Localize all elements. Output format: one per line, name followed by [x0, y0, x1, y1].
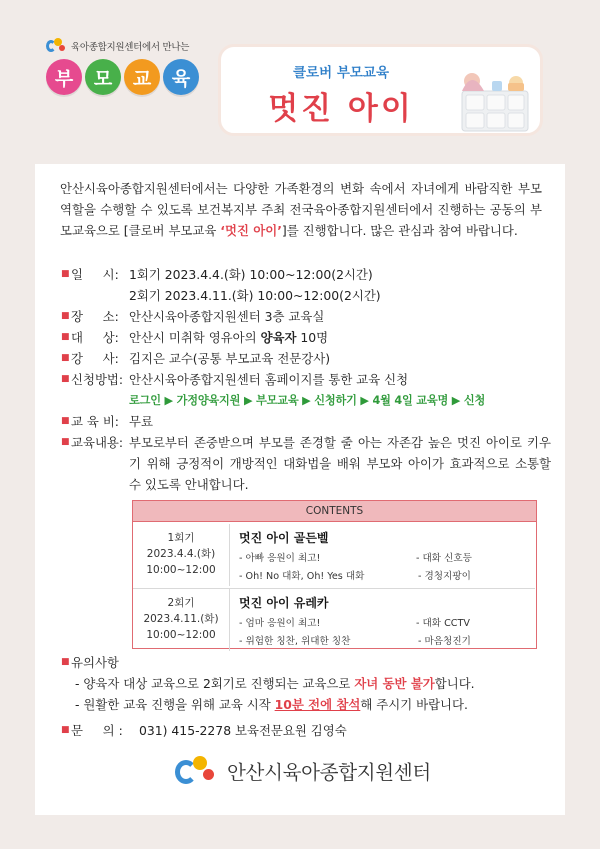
brand-circle-1: 부 — [46, 59, 82, 95]
contact-info — [61, 721, 347, 739]
session-title: 멋진 아이 골든벨 — [239, 531, 329, 545]
session-item: - 엄마 응원이 최고! — [239, 618, 321, 629]
session-row-1 — [133, 524, 535, 586]
session-item: - 대화 CCTV — [416, 618, 470, 629]
bullet-icon: ■ — [61, 332, 70, 342]
fee-value: 무료 — [129, 414, 153, 429]
toy-shelf-illustration — [432, 55, 532, 133]
session-time: 10:00~12:00 — [146, 629, 216, 641]
center-logo-icon — [46, 38, 68, 54]
apply-label: 신청방법: — [71, 372, 124, 387]
brand-circle-4: 육 — [163, 59, 199, 95]
intro-text-2: ]를 진행합니다. 많은 관심과 참여 바랍니다. — [281, 223, 518, 238]
program-subtitle: 클로버 부모교육 — [293, 65, 389, 81]
target-bold: 양육자 — [260, 330, 297, 345]
info-fee — [61, 411, 551, 432]
session-info-1 — [133, 524, 230, 586]
bullet-icon: ■ — [61, 374, 70, 384]
session-date: 2023.4.11.(화) — [143, 613, 219, 625]
fee-label: 교 육 비: — [71, 414, 119, 429]
brand-tagline: 육아종합지원센터에서 만나는 — [71, 42, 190, 53]
note-1-post: 합니다. — [434, 676, 475, 691]
notes-label: 유의사항 — [71, 655, 119, 670]
session-item: - 아빠 응원이 최고! — [239, 553, 321, 564]
date-2: 2회기 2023.4.11.(화) 10:00~12:00(2시간) — [129, 288, 381, 303]
contact-label: 문 의 : — [71, 723, 123, 738]
session-info-2 — [133, 589, 230, 651]
info-place — [61, 306, 551, 327]
info-date — [61, 264, 551, 285]
title-box — [218, 44, 543, 136]
bullet-icon: ■ — [61, 311, 70, 321]
intro-text-1: 안산시육아종합지원센터에서는 다양한 가족환경의 변화 속에서 자녀에게 바람직한 부모역할을 수행할 수 있도록 보건복지부 주최 전국육아종합지원센터에서 진행하는 공동의 부모교육으로 [클로버 부모교육 — [60, 181, 542, 238]
bullet-icon: ■ — [61, 353, 70, 363]
date-1: 1회기 2023.4.4.(화) 10:00~12:00(2시간) — [129, 267, 373, 282]
session-title: 멋진 아이 유레카 — [239, 596, 329, 610]
notes-heading — [61, 652, 556, 673]
note-line-2 — [61, 694, 556, 715]
note-1-emphasis: 자녀 동반 불가 — [354, 676, 435, 691]
target-pre: 안산시 미취학 영유아의 — [129, 330, 261, 345]
contact-value: 031) 415-2278 보육전문요원 김영숙 — [139, 723, 347, 738]
session-item: - Oh! No 대화, Oh! Yes 대화 — [239, 571, 365, 582]
session-number: 2회기 — [167, 597, 195, 609]
note-1-pre: - 양육자 대상 교육으로 2회기로 진행되는 교육으로 — [75, 676, 355, 691]
brand-circle-3: 교 — [124, 59, 160, 95]
lecturer-value: 김지은 교수(공통 부모교육 전문강사) — [129, 351, 331, 366]
content-label: 교육내용: — [71, 435, 124, 450]
session-item: - 마음청진기 — [418, 636, 471, 647]
contents-header: CONTENTS — [133, 501, 536, 522]
bullet-icon: ■ — [61, 269, 70, 279]
note-2-pre: - 원활한 교육 진행을 위해 교육 시작 — [75, 697, 275, 712]
bullet-icon: ■ — [61, 657, 70, 667]
target-post: 10명 — [296, 330, 329, 345]
note-line-1 — [61, 673, 556, 694]
brand-circle-2: 모 — [85, 59, 121, 95]
intro-paragraph — [60, 178, 542, 241]
info-content — [61, 432, 551, 495]
note-2-post: 해 주시기 바랍니다. — [360, 697, 468, 712]
intro-highlight: ‘멋진 아이’ — [220, 223, 282, 238]
content-value: 부모로부터 존중받으며 부모를 존경할 줄 아는 자존감 높은 멋진 아이로 키우기 위해 긍정적이 개방적인 대화법을 배워 부모와 아이가 효과적으로 소통할 수 있도록 안내합니다. — [129, 435, 551, 492]
session-row-2 — [133, 588, 535, 650]
center-logo-icon — [175, 756, 221, 786]
session-date: 2023.4.4.(화) — [146, 548, 216, 560]
brand-circles — [46, 59, 199, 95]
bullet-icon: ■ — [61, 437, 70, 447]
lecturer-label: 강 사: — [71, 351, 119, 366]
main-card — [35, 164, 565, 815]
apply-path: 로그인 ▶ 가정양육지원 ▶ 부모교육 ▶ 신청하기 ▶ 4월 4일 교육명 ▶ 신청 — [129, 394, 486, 407]
info-apply — [61, 369, 551, 390]
page-header — [0, 0, 600, 148]
place-value: 안산시육아종합지원센터 3층 교육실 — [129, 309, 325, 324]
footer-logo — [175, 756, 431, 786]
apply-value: 안산시육아종합지원센터 홈페이지를 통한 교육 신청 — [129, 372, 409, 387]
session-item: - 위험한 칭찬, 위대한 칭찬 — [239, 636, 351, 647]
session-item: - 대화 신호등 — [416, 553, 472, 564]
info-lecturer — [61, 348, 551, 369]
info-target — [61, 327, 551, 348]
info-date-2 — [61, 285, 551, 306]
program-title: 멋진 아이 — [268, 91, 414, 127]
brand-logo — [46, 38, 199, 95]
session-item: - 경청지팡이 — [418, 571, 471, 582]
notes-section — [61, 652, 556, 715]
info-list — [61, 264, 551, 495]
target-label: 대 상: — [71, 330, 119, 345]
target-value — [129, 327, 551, 348]
bullet-icon: ■ — [61, 416, 70, 426]
place-label: 장 소: — [71, 309, 119, 324]
info-apply-path — [61, 390, 551, 411]
session-number: 1회기 — [167, 532, 195, 544]
date-label: 일 시: — [71, 267, 119, 282]
session-time: 10:00~12:00 — [146, 564, 216, 576]
bullet-icon: ■ — [61, 725, 70, 735]
footer-org-name: 안산시육아종합지원센터 — [227, 761, 431, 784]
contents-table — [132, 500, 537, 649]
note-2-emphasis: 10분 전에 참석 — [274, 697, 361, 712]
